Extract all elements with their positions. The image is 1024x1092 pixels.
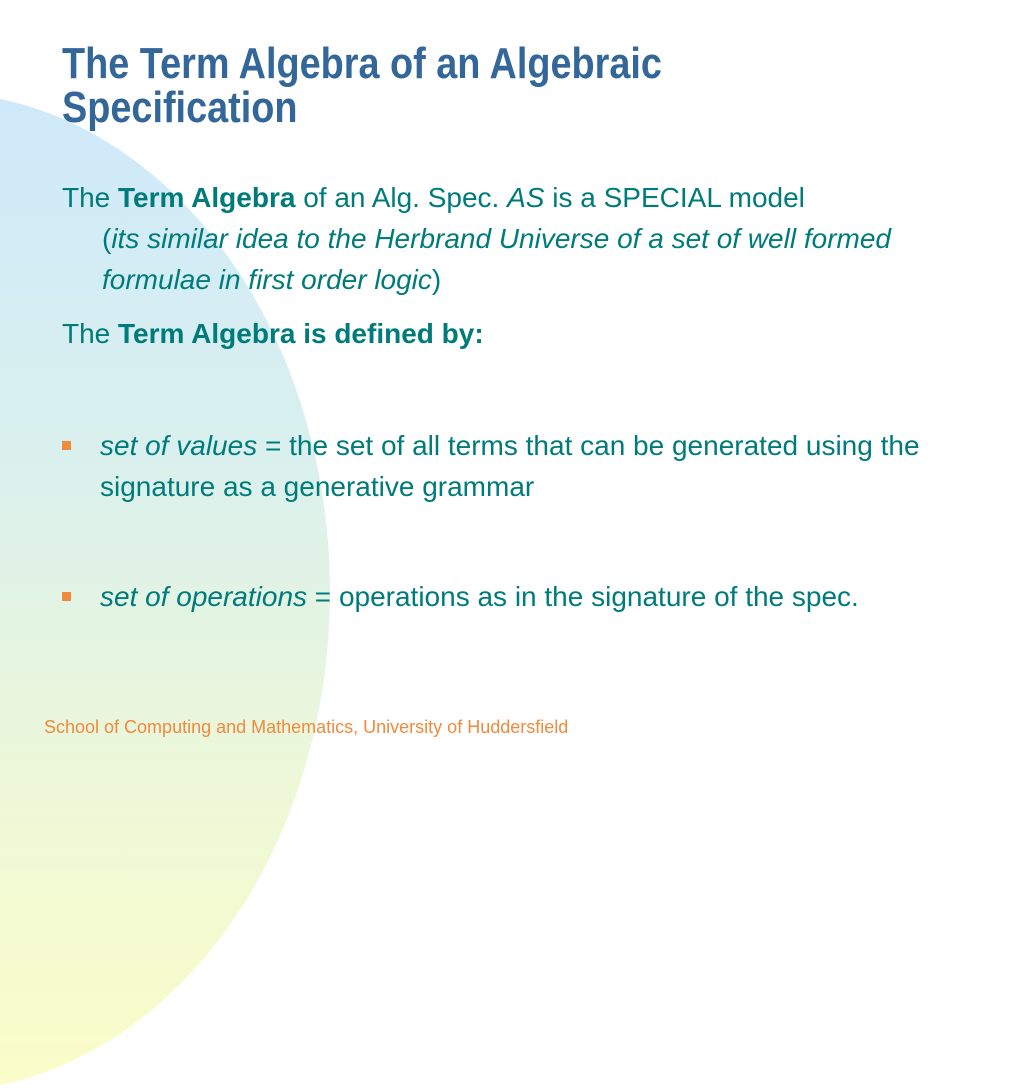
intro-text-1: The	[62, 182, 119, 213]
footer-text: School of Computing and Mathematics, University of Huddersfield	[44, 717, 569, 737]
slide-title-line-2: Specification	[62, 83, 298, 132]
intro-text-2: of an Alg. Spec.	[295, 182, 508, 213]
intro-herbrand-note: its similar idea to the Herbrand Universe of a set of well formed formulae in first order logic	[102, 223, 891, 295]
bullet-text	[62, 576, 977, 617]
bullet-description: = the set of all terms that can be generated using the signature as a generative grammar	[100, 430, 920, 502]
bullet-term: set of values	[100, 430, 258, 461]
intro-paren-close: )	[431, 264, 442, 295]
intro-paren-open: (	[102, 223, 112, 254]
definition-paragraph	[62, 313, 977, 354]
bullet-set-of-values	[62, 425, 977, 507]
definition-text-1: The	[62, 318, 119, 349]
intro-paragraph	[62, 177, 977, 300]
definition-heading: Term Algebra is defined by:	[118, 318, 484, 349]
bullet-term: set of operations	[100, 581, 308, 612]
bullet-square-icon	[62, 592, 71, 601]
slide-title-line-1: The Term Algebra of an Algebraic	[62, 39, 662, 88]
bullet-text	[62, 425, 977, 507]
bullet-square-icon	[62, 441, 71, 450]
bullet-set-of-operations	[62, 576, 977, 617]
intro-hanging-line	[62, 218, 977, 300]
slide-title	[62, 39, 836, 132]
bullet-description: = operations as in the signature of the spec.	[307, 581, 859, 612]
intro-term-algebra: Term Algebra	[118, 182, 296, 213]
intro-text-3: is a SPECIAL model	[544, 182, 805, 213]
intro-as: AS	[507, 182, 545, 213]
